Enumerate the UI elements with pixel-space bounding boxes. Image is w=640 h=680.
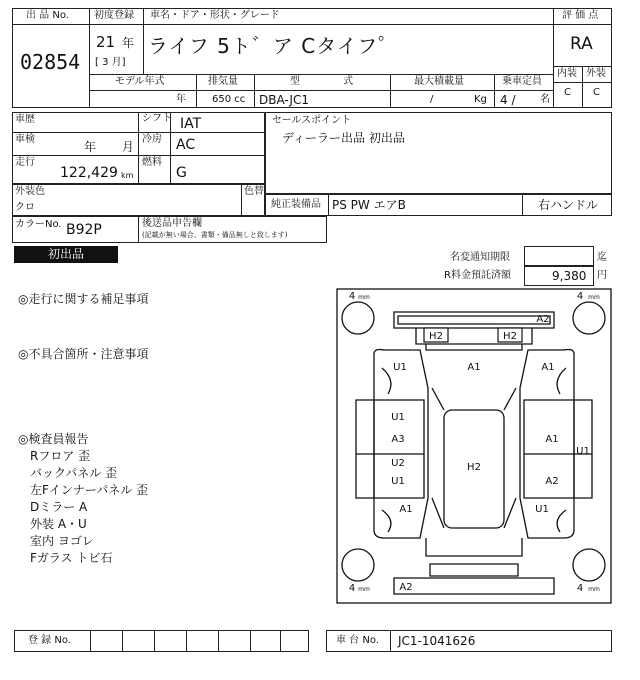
- documents-note: (記載が無い場合、書類・備品無しと致します): [142, 231, 288, 239]
- fuel-label: 燃料: [142, 157, 162, 168]
- tire-depth-label: 4: [576, 291, 584, 302]
- grade-label: 評 価 点: [562, 10, 599, 21]
- driving-notes-title: ◎走行に関する補足事項: [18, 292, 149, 306]
- ac-value: AC: [176, 137, 196, 153]
- model-year-label: モデル年式: [115, 76, 165, 87]
- ac-label: 冷房: [142, 134, 162, 145]
- type-value: DBA-JC1: [259, 93, 309, 107]
- capacity-label: 乗車定員: [502, 76, 542, 87]
- shift-label: シフト: [142, 113, 172, 124]
- tire-depth-unit: mm: [588, 586, 600, 593]
- damage-mark: U1: [391, 412, 405, 423]
- steering-value: 右ハンドル: [538, 198, 599, 212]
- equipment-value: PS PW エアB: [332, 198, 406, 212]
- mileage-unit: km: [121, 171, 134, 180]
- damage-mark: A1: [399, 504, 413, 515]
- name-change-unit: 迄: [597, 252, 607, 263]
- first-listing-badge: 初出品: [14, 246, 118, 263]
- tire-depth-label: 4: [576, 583, 584, 594]
- inspector-report-title: ◎検査員報告: [18, 432, 89, 446]
- model-year-unit: 年: [176, 94, 186, 105]
- inspector-report-line: バックパネル 歪: [30, 466, 118, 480]
- sales-point-label: セールスポイント: [272, 115, 352, 126]
- damage-mark: A3: [391, 434, 405, 445]
- recycle-label: R料金預託済額: [444, 270, 511, 281]
- shift-value: IAT: [180, 116, 202, 132]
- tire-depth-label: 4: [348, 583, 356, 594]
- color-no-label: カラーNo.: [15, 219, 62, 230]
- color-change-label: 色替: [244, 186, 264, 197]
- max-load-value: /: [430, 94, 434, 105]
- lot-number: 02854: [20, 50, 81, 74]
- mileage-label: 走行: [15, 157, 35, 168]
- car-name: ライフ 5ト゛ア Cタイフ゜: [148, 34, 400, 58]
- grade-value: RA: [570, 34, 593, 54]
- type-label: 型 式: [290, 76, 354, 87]
- exterior-grade: C: [593, 87, 600, 98]
- inspector-report-line: Rフロア 歪: [30, 449, 91, 463]
- sales-point-value: ディーラー出品 初出品: [282, 131, 405, 145]
- damage-mark: H2: [503, 331, 517, 342]
- damage-mark: U2: [391, 458, 405, 469]
- damage-mark: H2: [429, 331, 443, 342]
- chassis-number-label: 車 台 No.: [336, 635, 379, 646]
- history-label: 車歴: [15, 114, 35, 125]
- chassis-number-value: JC1-1041626: [398, 634, 476, 648]
- inspector-report-line: 外装 A・U: [30, 517, 87, 531]
- tire-depth-unit: mm: [588, 294, 600, 301]
- exterior-color-label: 外装色: [15, 186, 45, 197]
- damage-mark: A2: [545, 476, 559, 487]
- lot-label: 出 品 No.: [26, 10, 69, 21]
- damage-mark: A2: [536, 314, 550, 325]
- exterior-color-box: [12, 184, 265, 216]
- damage-mark: A2: [399, 582, 413, 593]
- recycle-value: 9,380: [552, 269, 587, 283]
- interior-grade: C: [564, 87, 571, 98]
- max-load-unit: Kg: [474, 94, 487, 105]
- damage-mark: A1: [541, 362, 555, 373]
- inspector-report-list: [30, 447, 148, 566]
- name-change-box: [524, 246, 594, 266]
- documents-label: 後送品申告欄: [142, 218, 202, 229]
- defects-notes-title: ◎不具合箇所・注意事項: [18, 347, 149, 361]
- registration-number-label: 登 録 No.: [28, 635, 71, 646]
- first-reg-year-unit: 年: [122, 36, 135, 50]
- car-damage-diagram: [336, 288, 612, 604]
- damage-mark: U1: [391, 476, 405, 487]
- inspector-report-line: 左Fインナーパネル 歪: [30, 483, 149, 497]
- inspector-report-line: 室内 ヨゴレ: [30, 534, 94, 548]
- displacement-label: 排気量: [208, 76, 238, 87]
- first-reg-month: [ 3 月]: [95, 57, 126, 68]
- color-no-value: B92P: [66, 222, 102, 238]
- tire-depth-unit: mm: [358, 294, 370, 301]
- damage-mark: U1: [535, 504, 549, 515]
- damage-mark: A1: [545, 434, 559, 445]
- inspector-report-line: Dミラー A: [30, 500, 88, 514]
- inspection-value: 年 月: [84, 140, 134, 154]
- damage-mark: U1: [393, 362, 407, 373]
- inspection-label: 車検: [15, 134, 35, 145]
- tire-depth-label: 4: [348, 291, 356, 302]
- first-reg-label: 初度登録: [94, 10, 134, 21]
- mileage-value: 122,429: [60, 165, 118, 181]
- name-change-label: 名変通知期限: [450, 252, 510, 263]
- fuel-value: G: [176, 165, 187, 181]
- capacity-value: 4 /: [500, 93, 516, 107]
- displacement-value: 650 cc: [212, 94, 246, 105]
- first-reg-year: 21: [96, 33, 116, 51]
- capacity-unit: 名: [540, 94, 550, 105]
- equipment-label: 純正装備品: [271, 199, 321, 210]
- damage-mark: A1: [467, 362, 481, 373]
- vehicle-header-box: [89, 8, 554, 108]
- car-label: 車名・ドア・形状・グレード: [150, 10, 280, 21]
- tire-depth-unit: mm: [358, 586, 370, 593]
- inspector-report-line: Fガラス トビ石: [30, 551, 113, 565]
- interior-label: 内装: [557, 68, 577, 79]
- max-load-label: 最大積載量: [414, 76, 464, 87]
- damage-mark: U1: [576, 446, 590, 457]
- damage-mark: H2: [467, 462, 481, 473]
- exterior-color-value: クロ: [15, 202, 35, 213]
- recycle-unit: 円: [597, 270, 607, 281]
- exterior-label: 外装: [586, 68, 606, 79]
